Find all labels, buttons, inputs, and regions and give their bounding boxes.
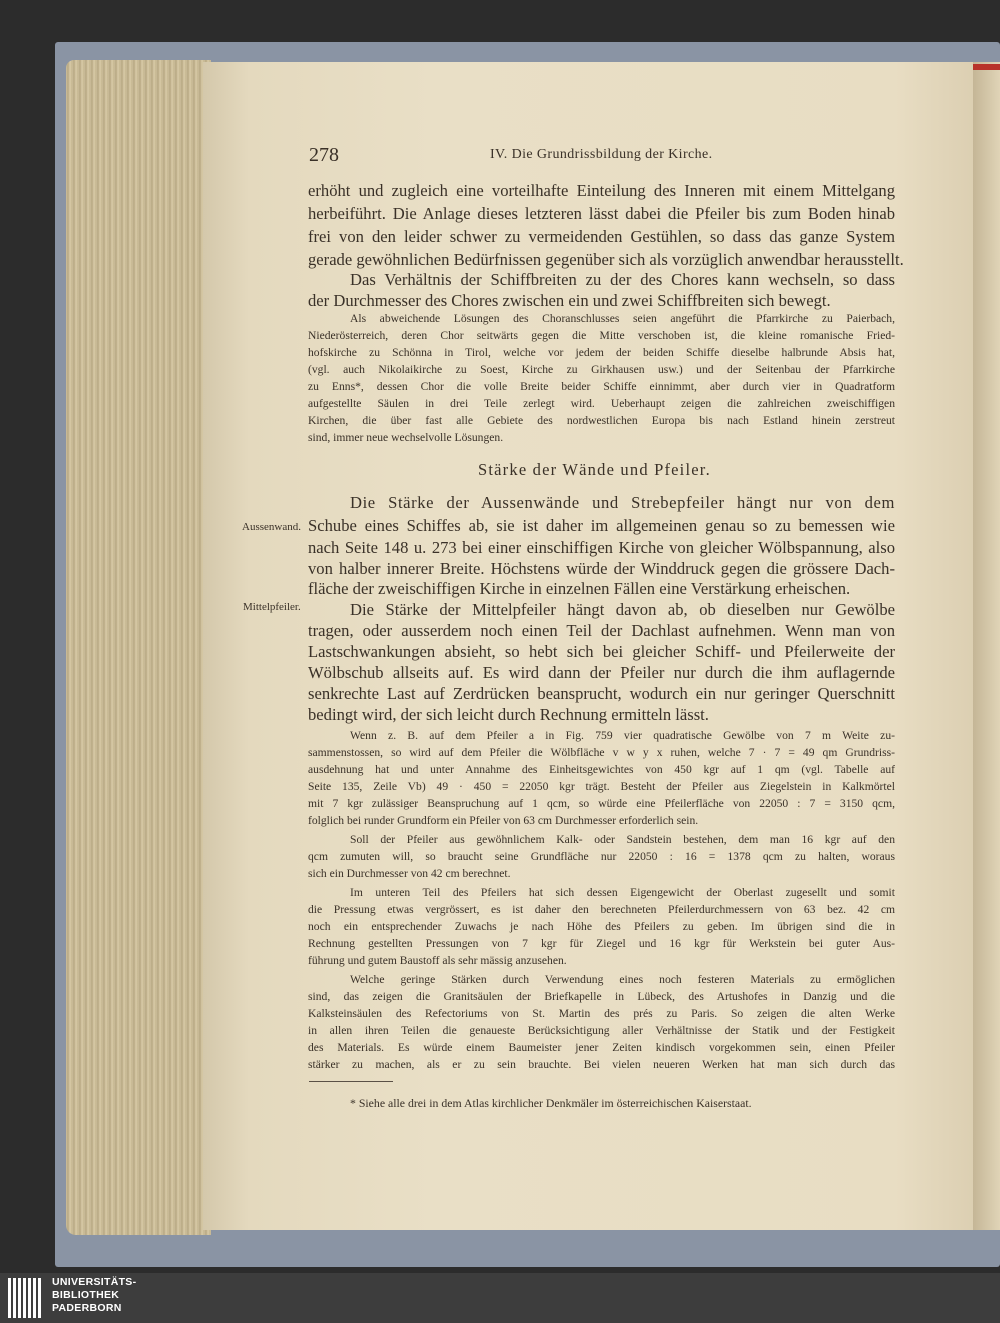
- text-line: tragen, oder ausserdem noch einen Teil der Dachlast aufnehmen. Wenn man von: [308, 621, 895, 640]
- small-text-line: in allen ihren Teilen die genaueste Berücksichtigung aller Verhältnisse der Statik und der Festigkeit: [308, 1024, 895, 1037]
- text-line: Die Stärke der Aussenwände und Strebepfeiler hängt nur von dem: [350, 493, 895, 512]
- text-line: Die Stärke der Mittelpfeiler hängt davon ab, ob dieselben nur Gewölbe: [350, 600, 895, 619]
- small-text-line: Im unteren Teil des Pfeilers hat sich dessen Eigengewicht der Oberlast zugesellt und somit: [350, 886, 895, 899]
- text-line: Das Verhältnis der Schiffbreiten zu der des Chores kann wechseln, so dass: [350, 270, 895, 289]
- small-text-line: Welche geringe Stärken durch Verwendung eines noch festeren Materials zu ermöglichen: [350, 973, 895, 986]
- footnote: * Siehe alle drei in dem Atlas kirchlicher Denkmäler im österreichischen Kaiserstaat.: [350, 1096, 752, 1110]
- small-text-line: sind, das zeigen die Granitsäulen der Briefkapelle in Lübeck, des Artushofes in Danzig und die: [308, 990, 895, 1003]
- text-line: bedingt wird, der sich leicht durch Rechnung ermitteln lässt.: [308, 705, 709, 724]
- text-line: frei von den leider schwer zu vermeidenden Gestühlen, so dass das ganze System: [308, 227, 895, 246]
- library-logo-icon: [8, 1278, 46, 1318]
- page-number: 278: [309, 144, 339, 166]
- text-line: Schube eines Schiffes ab, sie ist daher im allgemeinen genau so zu bemessen wie: [308, 516, 895, 535]
- small-text-line: Seite 135, Zeile Vb) 49 · 450 = 22050 kgr trägt. Besteht der Pfeiler aus Ziegelstein in Kalkmörtel: [308, 780, 895, 793]
- text-line: fläche der zweischiffigen Kirche in einzelnen Fällen eine Verstärkung erheischen.: [308, 579, 851, 598]
- small-text-line: sich ein Durchmesser von 42 cm berechnet.: [308, 867, 511, 880]
- section-heading: Stärke der Wände und Pfeiler.: [478, 460, 711, 479]
- small-text-line: Niederösterreich, deren Chor seitwärts gegen die Mitte verschoben ist, die kleine romanische Fried-: [308, 329, 895, 342]
- small-text-line: Soll der Pfeiler aus gewöhnlichem Kalk- oder Sandstein bestehen, dem man 16 kgr auf den: [350, 833, 895, 846]
- small-text-line: Rechnung gestellten Pressungen von 7 kgr für Ziegel und 16 kgr für Werkstein bei guter Aus-: [308, 937, 895, 950]
- small-text-line: ausdehnung hat und unter Annahme des Einheitsgewichtes von 450 kgr auf 1 qm (vgl. Tabelle auf: [308, 763, 895, 776]
- text-line: Wölbschub allseits auf. Es wird dann der Pfeiler nur durch die ihm auflagernde: [308, 663, 895, 682]
- library-footer-bar: [0, 1273, 1000, 1323]
- page-edges: [66, 60, 211, 1235]
- small-text-line: stärker zu machen, als er zu sein brauchte. Bei vielen neueren Werken hat man sich durch das: [308, 1058, 895, 1071]
- text-line: Lastschwankungen absieht, so hebt sich bei gleicher Schiff- und Pfeilerweite der: [308, 642, 895, 661]
- small-text-line: des Materials. Es würde einem Baumeister jener Zeiten kindisch vorgekommen sein, einen Pfeiler: [308, 1041, 895, 1054]
- small-text-line: Kirchen, die über fast alle Gebiete des nordwestlichen Europa bis nach Estland hinein zerstreut: [308, 414, 895, 427]
- text-line: erhöht und zugleich eine vorteilhafte Einteilung des Inneren mit einem Mittelgang: [308, 181, 895, 200]
- small-text-line: (vgl. auch Nikolaikirche zu Soest, Kirche zu Girkhausen usw.) und der Seitenbau der Pfarrkirche: [308, 363, 895, 376]
- text-line: senkrechte Last auf Zerdrücken beansprucht, wodurch ein nur geringer Querschnitt: [308, 684, 895, 703]
- small-text-line: qcm zumuten will, so braucht seine Grundfläche nur 22050 : 16 = 1378 qcm zu halten, woraus: [308, 850, 895, 863]
- small-text-line: führung und gutem Baustoff als sehr mässig anzusehen.: [308, 954, 567, 967]
- small-text-line: Als abweichende Lösungen des Choranschlusses seien angeführt die Pfarrkirche zu Paierbach,: [350, 312, 895, 325]
- text-line: der Durchmesser des Chores zwischen ein und zwei Schiffbreiten sich bewegt.: [308, 291, 831, 310]
- margin-note-aussenwand: Aussenwand.: [242, 521, 301, 533]
- small-text-line: Wenn z. B. auf dem Pfeiler a in Fig. 759 vier quadratische Gewölbe von 7 m Weite zu-: [350, 729, 895, 742]
- running-title: IV. Die Grundrissbildung der Kirche.: [490, 147, 713, 162]
- library-name-line3: PADERBORN: [52, 1302, 122, 1314]
- margin-note-mittelpfeiler: Mittelpfeiler.: [243, 601, 301, 613]
- small-text-line: noch ein entsprechender Zuwachs je nach Höhe des Pfeilers zu geben. Im übrigen sind die in: [308, 920, 895, 933]
- small-text-line: folglich bei runder Grundform ein Pfeiler von 63 cm Durchmesser erforderlich sein.: [308, 814, 699, 827]
- text-line: herbeiführt. Die Anlage dieses letzteren lässt dabei die Pfeiler bis zum Boden hinab: [308, 204, 895, 223]
- small-text-line: mit 7 kgr zulässiger Beanspruchung auf 1 qcm, so würde eine Pfeilerfläche von 22050 : 7 = 3150 qcm,: [308, 797, 895, 810]
- text-line: von halber innerer Breite. Höchstens würde der Winddruck gegen die grössere Dach-: [308, 559, 895, 578]
- text-line: gerade gewöhnlichen Bedürfnissen gegenüber sich als vorzüglich anwendbar herausstellt.: [308, 250, 904, 269]
- library-name-line1: UNIVERSITÄTS-: [52, 1276, 137, 1288]
- small-text-line: zu Enns*, dessen Chor die volle Breite beider Schiffe einnimmt, aber durch vier in Quadratform: [308, 380, 895, 393]
- small-text-line: sammenstossen, so wird auf dem Pfeiler die Wölbfläche v w y x ruhen, welche 7 · 7 = 49 qm Grundriss-: [308, 746, 895, 759]
- small-text-line: die Pressung etwas vergrössert, es ist daher den berechneten Pfeilerdurchmessern von 63 bez. 42 cm: [308, 903, 895, 916]
- library-name-line2: BIBLIOTHEK: [52, 1289, 120, 1301]
- small-text-line: hofskirche zu Schönna in Tirol, welche vor jedem der beiden Schiffe dieselbe halbrunde Absis hat,: [308, 346, 895, 359]
- small-text-line: sind, immer neue wechselvolle Lösungen.: [308, 431, 504, 444]
- text-line: nach Seite 148 u. 273 bei einer einschiffigen Kirche von gleicher Wölbspannung, also: [308, 538, 895, 557]
- footnote-rule: [309, 1081, 393, 1082]
- small-text-line: aufgestellte Säulen in drei Teile zerlegt wird. Ueberhaupt zeigen die zahlreichen zweischiffigen: [308, 397, 895, 410]
- small-text-line: Kalksteinsäulen des Refectoriums von St. Martin des prés zu Paris. So zeigen die alten Werke: [308, 1007, 895, 1020]
